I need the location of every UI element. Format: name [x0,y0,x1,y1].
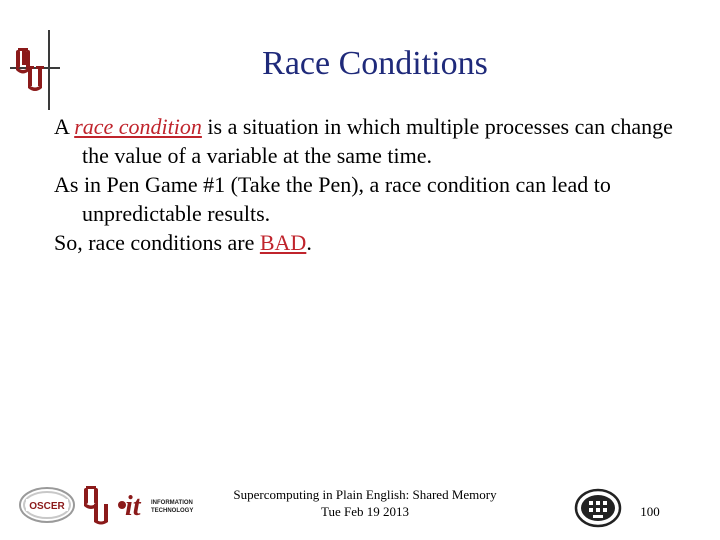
slide-body [54,112,694,257]
bullet-bad [54,228,694,257]
oscer-logo-icon [18,486,76,524]
bullet-suffix: is a situation in which multiple processes can change the value of a variable at the same time. [82,114,673,168]
footer-caption [200,486,530,520]
seal-logo-icon [574,488,622,528]
ou-footer-logo-icon [82,484,110,526]
header-vertical-rule [48,30,50,110]
page-number: 100 [640,504,660,519]
footer-course-title: Supercomputing in Plain English: Shared Memory [233,487,497,502]
slide-title: Race Conditions [262,45,488,82]
svg-text:INFORMATION: INFORMATION [151,500,193,506]
bullet-pen-game [54,170,694,228]
term-bad: BAD [259,230,307,255]
footer-logos [18,484,208,528]
ou-logo-icon [12,44,46,92]
bullet-text: As in Pen Game #1 (Take the Pen), a race condition can lead to unpredictable results. [54,172,611,226]
svg-text:TECHNOLOGY: TECHNOLOGY [151,508,194,514]
svg-text:it: it [125,491,141,522]
svg-text:OSCER: OSCER [29,501,65,512]
bullet-prefix: So, race conditions are [54,230,260,255]
bullet-prefix: A [54,114,75,139]
bullet-race-condition-definition [54,112,694,170]
term-race-condition: race condition [74,114,202,139]
footer-date: Tue Feb 19 2013 [320,504,409,519]
bullet-suffix: . [306,230,312,255]
it-logo-icon [116,488,202,522]
